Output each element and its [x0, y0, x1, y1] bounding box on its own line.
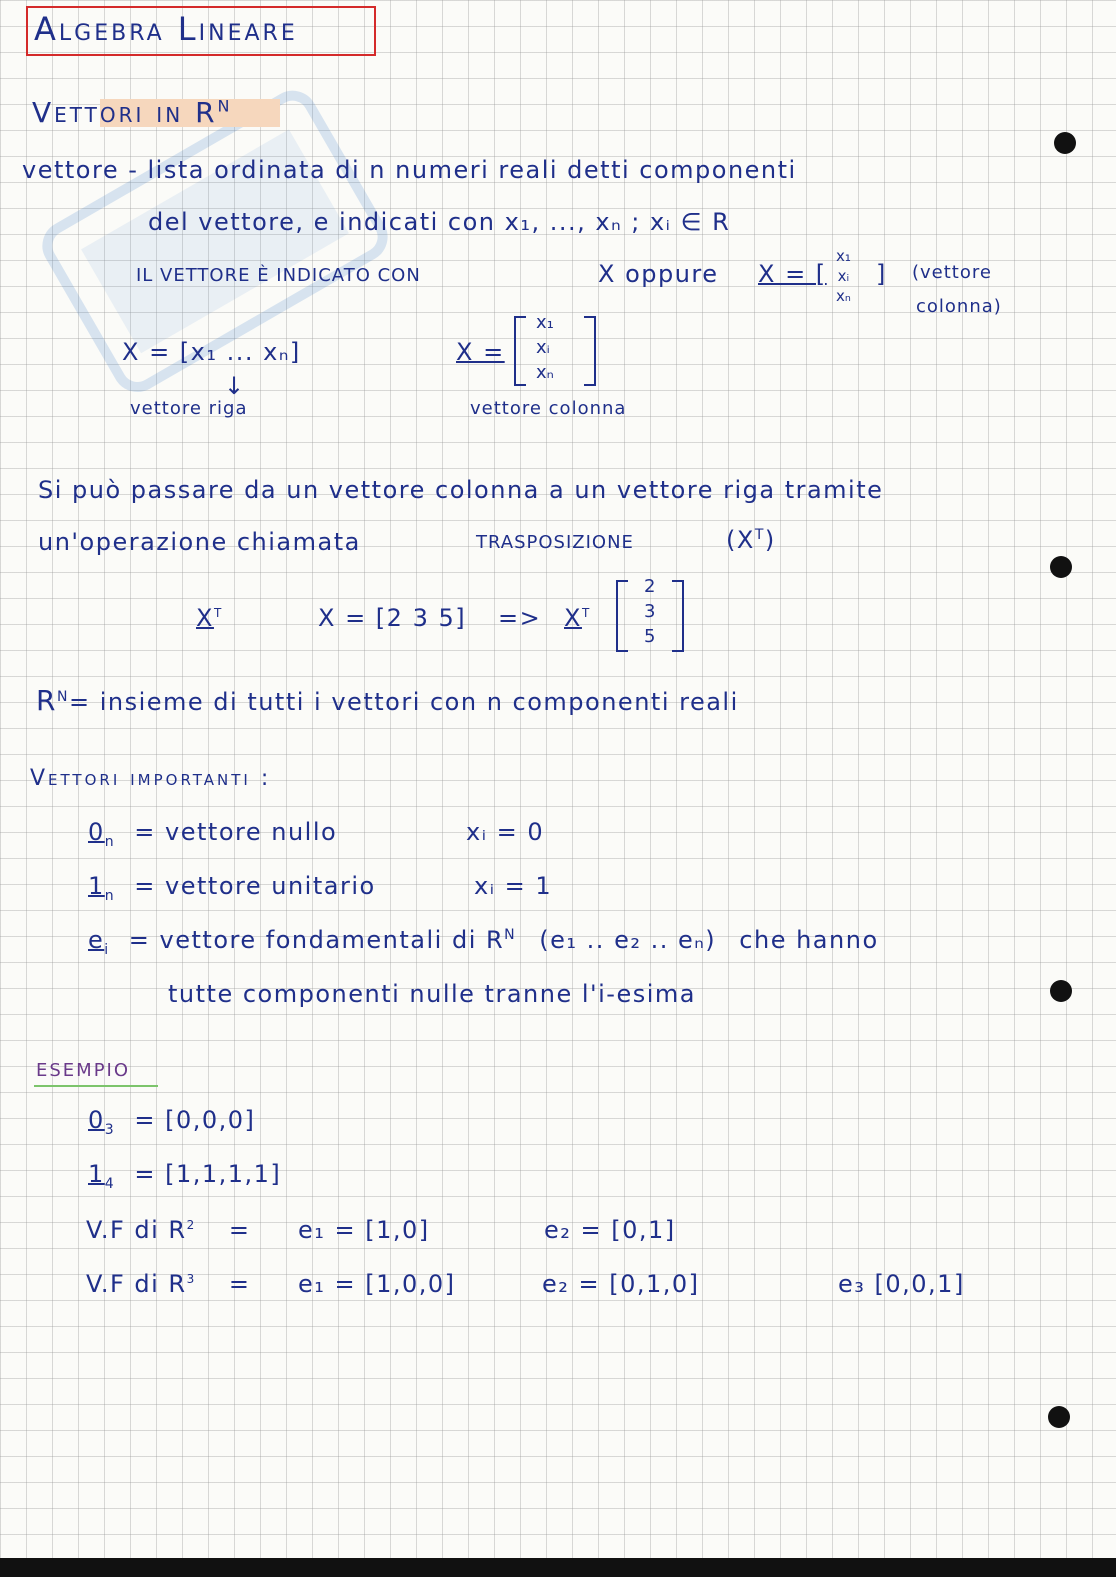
vf-r2-label: [86, 1216, 250, 1244]
unit-symbol: 1: [88, 872, 105, 900]
transpose-notation-close: ): [764, 526, 776, 554]
rn-letter: R: [36, 684, 57, 717]
indicated-line-caps: IL VETTORE È INDICATO CON: [136, 265, 421, 286]
column-entry-2: xᵢ: [536, 337, 550, 358]
example-xt: [196, 604, 223, 632]
null-symbol: 0: [88, 818, 105, 846]
vf-r2-e2: e₂ = [0,1]: [544, 1216, 676, 1244]
vf-r3-e3: e₃ [0,0,1]: [838, 1270, 965, 1298]
punch-hole-icon: [1054, 132, 1076, 154]
example-one-vector: [88, 1160, 281, 1192]
ex-zero-symbol: 0: [88, 1106, 105, 1134]
example-bracket-right: [672, 580, 684, 652]
unit-condition: xᵢ = 1: [474, 872, 553, 900]
indicated-line-x: X = [: [758, 260, 827, 288]
vf-r3-eq: =: [228, 1270, 251, 1298]
null-sub: n: [104, 833, 116, 850]
ex-one-symbol: 1: [88, 1160, 105, 1188]
vf-r2-e1: e₁ = [1,0]: [298, 1216, 430, 1244]
section-heading-vettori: [32, 96, 233, 129]
indicated-line-eq: [758, 260, 827, 288]
fund-desc: = vettore fondamentali di R: [128, 926, 505, 954]
row-vector: X = [x₁ ... xₙ]: [122, 338, 301, 366]
down-arrow-icon: ↓: [224, 372, 246, 400]
example-bracket-left: [616, 580, 628, 652]
punch-hole-icon: [1048, 1406, 1070, 1428]
indicated-note-2: colonna): [916, 296, 1002, 317]
rn-sup: N: [56, 689, 69, 705]
indicated-note-1: (vettore: [912, 262, 992, 283]
rn-text: = insieme di tutti i vettori con n componenti reali: [68, 688, 739, 716]
column-vector-entries: [536, 310, 554, 385]
rn-definition: [36, 684, 739, 717]
section-heading-sup: N: [217, 96, 233, 116]
fund-continuation: tutte componenti nulle tranne l'i-esima: [168, 980, 696, 1008]
indicated-line-close: ]: [876, 260, 887, 288]
null-condition: xᵢ = 0: [466, 818, 545, 846]
indicated-line-oppure: X oppure: [598, 260, 719, 288]
transpose-notation: [726, 526, 776, 554]
column-vector-lhs: [456, 338, 505, 366]
column-vector-lhs-text: X =: [456, 338, 505, 366]
example-zero-vector: [88, 1106, 255, 1138]
fund-paren: (e₁ .. e₂ .. eₙ): [539, 926, 717, 954]
example-rhs-sup: T: [581, 606, 591, 620]
transpose-line-2a: un'operazione chiamata: [38, 528, 361, 556]
section-heading-text: Vettori in R: [32, 96, 218, 129]
column-bracket-right: [584, 316, 596, 386]
ex-one-sub: 4: [104, 1175, 116, 1192]
transpose-term: TRASPOSIZIONE: [476, 532, 634, 553]
vf-r2-text: V.F di R: [86, 1216, 187, 1244]
example-heading-underline: [34, 1085, 158, 1087]
example-col-entry-1: 2: [644, 576, 656, 597]
null-desc: = vettore nullo: [134, 818, 338, 846]
watermark-shape-icon: [0, 4, 466, 496]
fund-sup: N: [504, 927, 517, 943]
example-col-entry-2: 3: [644, 601, 656, 622]
important-item-null: [88, 818, 337, 850]
vf-r3-label: [86, 1270, 250, 1298]
column-bracket-left: [514, 316, 526, 386]
definition-line-2: del vettore, e indicati con x₁, ..., xₙ ; xᵢ ∈ R: [148, 208, 731, 236]
important-item-fundamental: [88, 926, 879, 958]
indicated-col-entry-3: xₙ: [836, 287, 851, 305]
page-title: Algebra Lineare: [34, 10, 298, 48]
transpose-notation-sup: T: [754, 527, 765, 543]
example-xt-sup: T: [213, 606, 223, 620]
ex-one-rhs: = [1,1,1,1]: [134, 1160, 282, 1188]
definition-line-1: vettore - lista ordinata di n numeri reali detti componenti: [22, 156, 797, 184]
fund-tail: che hanno: [739, 926, 879, 954]
example-column: [644, 574, 655, 649]
vf-r2-sup: 2: [186, 1218, 196, 1232]
fund-symbol: e: [88, 926, 105, 954]
scan-edge: [0, 1558, 1116, 1577]
ex-zero-rhs: = [0,0,0]: [134, 1106, 256, 1134]
example-row-vector: X = [2 3 5]: [318, 604, 467, 632]
unit-desc: = vettore unitario: [134, 872, 376, 900]
punch-hole-icon: [1050, 556, 1072, 578]
ex-zero-sub: 3: [104, 1121, 116, 1138]
transpose-notation-open: (X: [726, 526, 755, 554]
column-entry-1: x₁: [536, 312, 554, 333]
indicated-column-vector: [836, 246, 851, 306]
column-entry-3: xₙ: [536, 362, 554, 383]
vf-r3-text: V.F di R: [86, 1270, 187, 1298]
column-vector-label: vettore colonna: [470, 398, 627, 419]
row-vector-label: vettore riga: [130, 398, 248, 419]
vf-r3-e2: e₂ = [0,1,0]: [542, 1270, 700, 1298]
punch-hole-icon: [1050, 980, 1072, 1002]
transpose-line-1: Si può passare da un vettore colonna a un vettore riga tramite: [38, 476, 884, 504]
example-heading: ESEMPIO: [36, 1060, 131, 1081]
important-heading: Vettori importanti :: [30, 766, 272, 791]
indicated-col-entry-2: xᵢ: [837, 267, 850, 285]
vf-r3-sup: 3: [186, 1272, 196, 1286]
example-xt-x: X: [196, 604, 214, 632]
example-col-entry-3: 5: [644, 626, 656, 647]
watermark-logo: [0, 4, 466, 496]
fund-sub: i: [104, 941, 110, 958]
unit-sub: n: [104, 887, 116, 904]
example-rhs: [564, 604, 591, 632]
vf-r2-eq: =: [228, 1216, 251, 1244]
vf-r3-e1: e₁ = [1,0,0]: [298, 1270, 456, 1298]
indicated-col-entry-1: x₁: [836, 247, 851, 265]
example-rhs-x: X: [564, 604, 582, 632]
example-implies-arrow: =>: [498, 604, 542, 632]
important-item-unit: [88, 872, 376, 904]
